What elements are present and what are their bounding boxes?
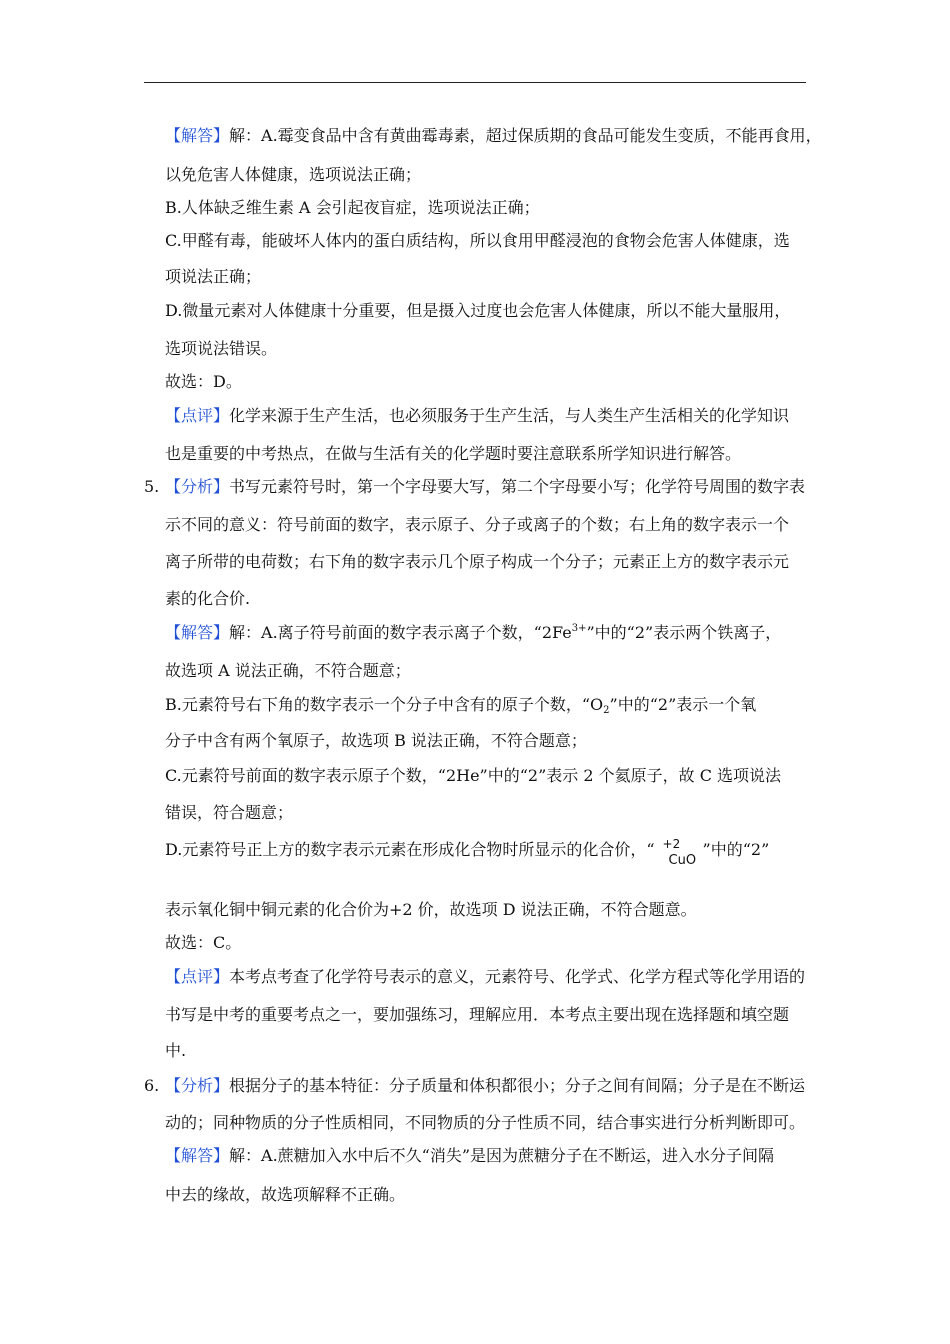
q5-choice: 故选：C。 [165,933,242,952]
q5-answer-d: D.元素符号正上方的数字表示元素在形成化合物时所显示的化合价，“ +2 CuO ”中的“2” [165,837,770,868]
q5-answer-c: C.元素符号前面的数字表示原子个数，“2He”中的“2”表示 2 个氦原子，故 C 选项说法 [165,766,782,785]
valence-notation: +2 CuO [662,837,697,868]
answer-tag: 【解答】 [165,623,230,642]
q4-review-cont: 也是重要的中考热点，在做与生活有关的化学题时要注意联系所学知识进行解答。 [165,444,742,463]
q5-analysis-l2: 示不同的意义：符号前面的数字，表示原子、分子或离子的个数；右上角的数字表示一个 [165,515,790,534]
q5-answer-c-cont: 错误，符合题意； [165,803,294,822]
answer-tag: 【解答】 [165,1146,230,1165]
q5-answer-d-cont: 表示氧化铜中铜元素的化合价为+2 价，故选项 D 说法正确，不符合题意。 [165,900,697,919]
q4-answer-b: B.人体缺乏维生素 A 会引起夜盲症，选项说法正确； [165,198,540,217]
q4-answer-d: D.微量元素对人体健康十分重要，但是摄入过度也会危害人体健康，所以不能大量服用， [165,301,791,320]
q4-answer-d-cont: 选项说法错误。 [165,339,278,358]
q4-answer-c-cont: 项说法正确； [165,267,262,286]
analysis-tag: 【分析】 [165,1076,230,1095]
analysis-tag: 【分析】 [165,477,230,496]
q5-analysis-l4: 素的化合价. [165,589,251,608]
q5-review-cont: 书写是中考的重要考点之一，要加强练习，理解应用．本考点主要出现在选择题和填空题 [165,1005,790,1024]
q6-analysis: 【分析】根据分子的基本特征：分子质量和体积都很小；分子之间有间隔；分子是在不断运 [165,1076,806,1095]
q5-review: 【点评】本考点考查了化学符号表示的意义，元素符号、化学式、化学方程式等化学用语的 [165,967,806,986]
q4-answer-a-cont: 以免危害人体健康，选项说法正确； [165,165,422,184]
q5-number: 5. [144,477,160,496]
q6-answer-a: 【解答】解：A.蔗糖加入水中后不久“消失”是因为蔗糖分子在不断运，进入水分子间隔 [165,1146,775,1165]
answer-tag: 【解答】 [165,126,230,145]
q5-analysis-l3: 离子所带的电荷数；右下角的数字表示几个原子构成一个分子；元素正上方的数字表示元 [165,552,790,571]
q5-answer-a-cont: 故选项 A 说法正确，不符合题意； [165,661,411,680]
header-rule [144,82,806,83]
review-tag: 【点评】 [165,406,230,425]
q4-review: 【点评】化学来源于生产生活，也必须服务于生产生活，与人类生产生活相关的化学知识 [165,406,790,425]
q4-answer-c: C.甲醛有毒，能破坏人体内的蛋白质结构，所以食用甲醛浸泡的食物会危害人体健康，选 [165,231,790,250]
q4-answer-a: 【解答】解：A.霉变食品中含有黄曲霉毒素，超过保质期的食品可能发生变质，不能再食用， [165,126,822,145]
q5-answer-b-cont: 分子中含有两个氧原子，故选项 B 说法正确，不符合题意； [165,731,587,750]
review-tag: 【点评】 [165,967,230,986]
q5-review-end: 中. [165,1041,187,1060]
q5-answer-b: B.元素符号右下角的数字表示一个分子中含有的原子个数，“$O_2$”中的“2”表示一个氧 [165,695,757,716]
q5-answer-a: 【解答】解：A.离子符号前面的数字表示离子个数，“$2Fe^{3+}$”中的“2”表示两个铁离子， [165,623,782,642]
atom-subscript: 2 [603,705,610,716]
q5-analysis: 【分析】书写元素符号时，第一个字母要大写，第二个字母要小写；化学符号周围的数字表 [165,477,806,496]
q6-number: 6. [144,1076,160,1095]
charge-superscript: 3+ [571,623,587,634]
q6-analysis-cont: 动的；同种物质的分子性质相同，不同物质的分子性质不同，结合事实进行分析判断即可。 [165,1113,806,1132]
q6-answer-a-cont: 中去的缘故，故选项解释不正确。 [165,1185,406,1204]
q4-choice: 故选：D。 [165,372,242,391]
